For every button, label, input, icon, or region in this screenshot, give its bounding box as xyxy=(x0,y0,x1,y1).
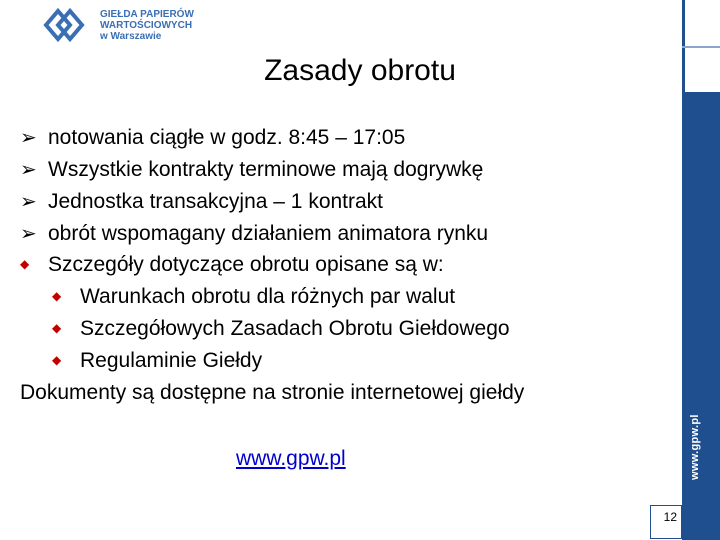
diamond-bullet-icon: ◆ xyxy=(52,321,62,335)
gpw-logo-icon xyxy=(36,3,92,47)
page-number: 12 xyxy=(663,510,677,524)
arrow-bullet-icon: ➢ xyxy=(20,223,37,245)
page-number-box xyxy=(650,505,682,539)
bullet-item xyxy=(20,157,483,182)
sub-bullet-item xyxy=(52,285,455,309)
gpw-website-link[interactable]: www.gpw.pl xyxy=(236,447,346,470)
bullet-item xyxy=(20,221,488,246)
bullet-item xyxy=(20,125,405,150)
diamond-bullet-icon: ◆ xyxy=(52,353,62,367)
diamond-bullet-icon: ◆ xyxy=(20,257,30,271)
slide-title: Zasady obrotu xyxy=(264,54,456,87)
bullet-item xyxy=(20,189,383,214)
sub-bullet-item xyxy=(52,349,262,373)
bullet-item xyxy=(20,253,444,277)
gpw-logo xyxy=(36,3,206,47)
note-text: Dokumenty są dostępne na stronie internetowej giełdy xyxy=(20,381,525,404)
arrow-bullet-icon: ➢ xyxy=(20,159,37,181)
bullet-text: Szczegóły dotyczące obrotu opisane są w: xyxy=(48,253,444,276)
logo-wordmark xyxy=(100,9,194,42)
logo-line-3: w Warszawie xyxy=(100,31,162,42)
bullet-text: Regulaminie Giełdy xyxy=(80,349,263,372)
logo-line-2: WARTOŚCIOWYCH xyxy=(100,20,193,31)
bullet-text: Szczegółowych Zasadach Obrotu Giełdowego xyxy=(80,317,510,340)
sidebar-url: www.gpw.pl xyxy=(689,414,701,480)
bullet-text: notowania ciągłe w godz. 8:45 – 17:05 xyxy=(48,126,406,149)
sidebar-divider xyxy=(682,46,720,48)
arrow-bullet-icon: ➢ xyxy=(20,127,37,149)
bullet-text: obrót wspomagany działaniem animatora rynku xyxy=(48,222,489,245)
logo-line-1: GIEŁDA PAPIERÓW xyxy=(100,9,194,20)
sub-bullet-item xyxy=(52,317,510,341)
diamond-bullet-icon: ◆ xyxy=(52,289,62,303)
bullet-text: Wszystkie kontrakty terminowe mają dogrywkę xyxy=(48,158,484,181)
bullet-text: Warunkach obrotu dla różnych par walut xyxy=(80,285,456,308)
bullet-text: Jednostka transakcyjna – 1 kontrakt xyxy=(48,190,384,213)
arrow-bullet-icon: ➢ xyxy=(20,191,37,213)
